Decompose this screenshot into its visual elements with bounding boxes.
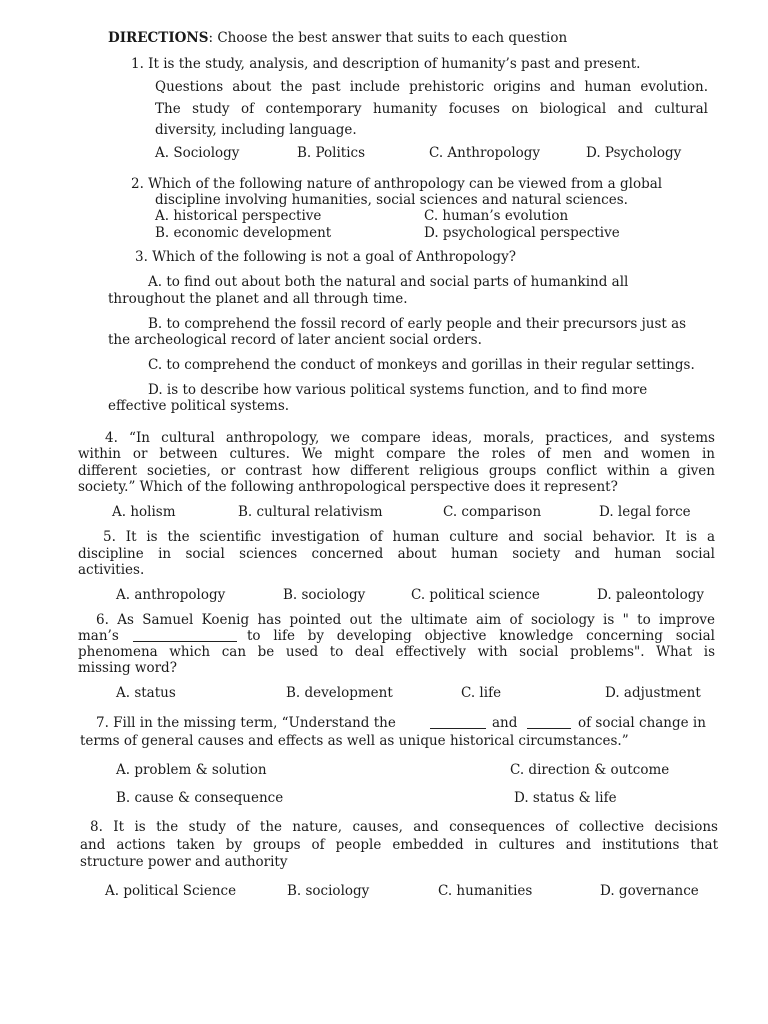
q6-line-1: 6. As Samuel Koenig has pointed out the ultimate aim of sociology is " to improve xyxy=(96,612,715,628)
q8-option-c[interactable]: C. humanities xyxy=(438,883,533,899)
q4-option-c[interactable]: C. comparison xyxy=(443,504,542,520)
q7-answer-blank-1[interactable] xyxy=(430,716,486,729)
q7-option-d[interactable]: D. status & life xyxy=(514,790,617,806)
q2-line-2: discipline involving humanities, social sciences and natural sciences. xyxy=(155,192,628,208)
q8-option-d[interactable]: D. governance xyxy=(600,883,699,899)
q2-option-d[interactable]: D. psychological perspective xyxy=(424,225,620,241)
q6-answer-blank[interactable] xyxy=(133,629,237,642)
q7-line-1-mid: and xyxy=(492,715,518,731)
q3-option-a-line-2: throughout the planet and all through time. xyxy=(108,291,408,307)
q5-line-2: discipline in social sciences concerned about human society and human social xyxy=(78,546,715,562)
q4-line-3: different societies, or contrast how different religious groups conflict within a given xyxy=(78,463,715,479)
q3-option-b-line-2: the archeological record of later ancient social orders. xyxy=(108,332,482,348)
q7-line-1-pre: 7. Fill in the missing term, “Understand the xyxy=(96,715,396,731)
q3-option-d-line-2: effective political systems. xyxy=(108,398,290,414)
q3-option-d-line-1[interactable]: D. is to describe how various political systems function, and to find more xyxy=(148,382,648,398)
q1-option-c[interactable]: C. Anthropology xyxy=(429,145,541,161)
q4-line-2: within or between cultures. We might compare the roles of men and women in xyxy=(78,446,715,462)
q7-option-b[interactable]: B. cause & consequence xyxy=(116,790,284,806)
q1-line-2: Questions about the past include prehistoric origins and human evolution. xyxy=(155,79,708,95)
q4-option-a[interactable]: A. holism xyxy=(112,504,176,520)
q2-option-a[interactable]: A. historical perspective xyxy=(155,208,322,224)
q7-answer-blank-2[interactable] xyxy=(527,716,571,729)
q3-option-c[interactable]: C. to comprehend the conduct of monkeys and gorillas in their regular settings. xyxy=(148,357,695,373)
q8-line-3: structure power and authority xyxy=(80,854,288,870)
q2-option-b[interactable]: B. economic development xyxy=(155,225,332,241)
q4-option-d[interactable]: D. legal force xyxy=(599,504,691,520)
directions-line xyxy=(108,30,567,46)
q8-line-2: and actions taken by groups of people embedded in cultures and institutions that xyxy=(80,837,718,853)
q1-line-3: The study of contemporary humanity focuses on biological and cultural xyxy=(155,101,708,117)
q8-line-1: 8. It is the study of the nature, causes, and consequences of collective decisions xyxy=(90,819,718,835)
q1-option-a[interactable]: A. Sociology xyxy=(155,145,240,161)
q1-option-b[interactable]: B. Politics xyxy=(297,145,366,161)
q6-option-a[interactable]: A. status xyxy=(116,685,176,701)
directions-label: DIRECTIONS xyxy=(108,30,209,46)
q6-option-d[interactable]: D. adjustment xyxy=(605,685,701,701)
q3-option-b-line-1[interactable]: B. to comprehend the fossil record of early people and their precursors just as xyxy=(148,316,687,332)
q5-line-1: 5. It is the scientific investigation of human culture and social behavior. It is a xyxy=(103,529,715,545)
q5-line-3: activities. xyxy=(78,562,145,578)
q7-line-1-post: of social change in xyxy=(578,715,706,731)
directions-text: : Choose the best answer that suits to each question xyxy=(208,30,568,46)
q6-line-3: phenomena which can be used to deal effectively with social problems". What is xyxy=(78,644,715,660)
q6-line-2-post: to life by developing objective knowledge concerning social xyxy=(247,628,715,644)
q4-option-b[interactable]: B. cultural relativism xyxy=(238,504,383,520)
q2-option-c[interactable]: C. human’s evolution xyxy=(424,208,569,224)
q6-option-b[interactable]: B. development xyxy=(286,685,393,701)
q7-line-2: terms of general causes and effects as well as unique historical circumstances.” xyxy=(80,733,629,749)
q6-line-4: missing word? xyxy=(78,660,177,676)
q7-option-c[interactable]: C. direction & outcome xyxy=(510,762,670,778)
q4-line-1: 4. “In cultural anthropology, we compare ideas, morals, practices, and systems xyxy=(105,430,715,446)
q1-line-4: diversity, including language. xyxy=(155,122,357,138)
q6-option-c[interactable]: C. life xyxy=(461,685,502,701)
q1-line-1: 1. It is the study, analysis, and description of humanity’s past and present. xyxy=(131,56,641,72)
q3-stem: 3. Which of the following is not a goal of Anthropology? xyxy=(135,249,516,265)
q5-option-b[interactable]: B. sociology xyxy=(283,587,366,603)
q5-option-d[interactable]: D. paleontology xyxy=(597,587,705,603)
q5-option-a[interactable]: A. anthropology xyxy=(116,587,226,603)
q8-option-b[interactable]: B. sociology xyxy=(287,883,370,899)
q3-option-a-line-1[interactable]: A. to find out about both the natural and social parts of humankind all xyxy=(148,274,629,290)
q6-line-2-pre: man’s xyxy=(78,628,119,644)
q4-line-4: society.” Which of the following anthropological perspective does it represent? xyxy=(78,479,618,495)
q8-option-a[interactable]: A. political Science xyxy=(105,883,237,899)
q2-line-1: 2. Which of the following nature of anthropology can be viewed from a global xyxy=(131,176,663,192)
q7-option-a[interactable]: A. problem & solution xyxy=(116,762,267,778)
q1-option-d[interactable]: D. Psychology xyxy=(586,145,682,161)
q5-option-c[interactable]: C. political science xyxy=(411,587,540,603)
